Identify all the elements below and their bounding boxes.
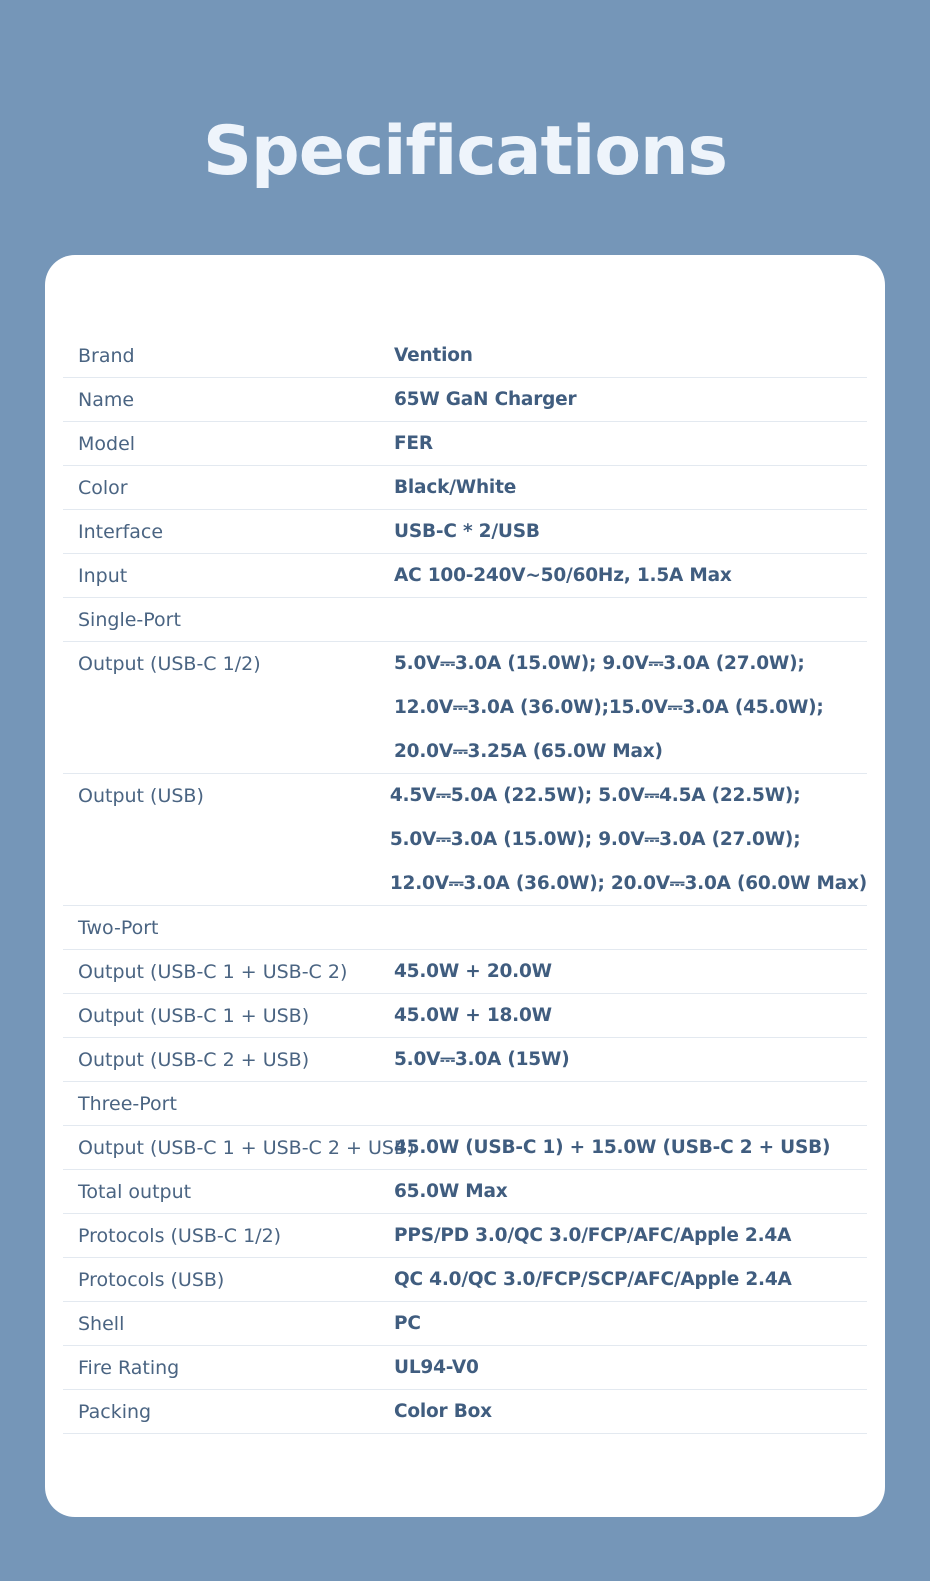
spec-value: Vention <box>394 345 473 366</box>
spec-label: Single-Port <box>78 609 181 631</box>
spec-row <box>63 422 867 466</box>
spec-label: Name <box>78 389 135 411</box>
spec-value: PPS/PD 3.0/QC 3.0/FCP/AFC/Apple 2.4A <box>394 1225 792 1246</box>
spec-value: 12.0V⎓3.0A (36.0W);15.0V⎓3.0A (45.0W); <box>394 697 824 718</box>
spec-values <box>394 1038 867 1081</box>
spec-label: Brand <box>78 345 135 367</box>
spec-row <box>63 1170 867 1214</box>
spec-values <box>394 1082 867 1125</box>
spec-row <box>63 1038 867 1082</box>
spec-value: 45.0W + 20.0W <box>394 961 552 982</box>
spec-row <box>63 1302 867 1346</box>
spec-values <box>390 774 867 905</box>
spec-label: Two-Port <box>78 917 159 939</box>
spec-value: 5.0V⎓3.0A (15.0W); 9.0V⎓3.0A (27.0W); <box>389 829 801 850</box>
spec-label: Protocols (USB-C 1/2) <box>78 1225 282 1247</box>
spec-values <box>394 378 867 421</box>
spec-row <box>63 1214 867 1258</box>
specifications-table <box>63 334 867 1434</box>
spec-row <box>63 1258 867 1302</box>
spec-value: QC 4.0/QC 3.0/FCP/SCP/AFC/Apple 2.4A <box>394 1269 792 1290</box>
spec-values <box>394 950 867 993</box>
spec-row <box>63 950 867 994</box>
spec-label: Model <box>78 433 136 455</box>
spec-values <box>394 642 867 773</box>
spec-label: Total output <box>78 1181 192 1203</box>
spec-values <box>394 334 867 377</box>
spec-value: 5.0V⎓3.0A (15W) <box>394 1049 570 1070</box>
spec-values <box>394 1214 867 1257</box>
spec-label: Output (USB-C 1 + USB-C 2) <box>78 961 348 983</box>
spec-values <box>394 906 867 949</box>
spec-values <box>394 466 867 509</box>
spec-row <box>63 378 867 422</box>
spec-value: 4.5V⎓5.0A (22.5W); 5.0V⎓4.5A (22.5W); <box>389 785 801 806</box>
spec-value: 65.0W Max <box>394 1181 508 1202</box>
spec-value: 45.0W (USB-C 1) + 15.0W (USB-C 2 + USB) <box>394 1137 831 1158</box>
spec-values <box>394 554 867 597</box>
spec-row <box>63 510 867 554</box>
spec-row <box>63 1126 867 1170</box>
spec-row <box>63 1082 867 1126</box>
spec-label: Output (USB-C 1/2) <box>78 653 261 675</box>
spec-label: Interface <box>78 521 164 543</box>
spec-values <box>394 1170 867 1213</box>
spec-row <box>63 334 867 378</box>
spec-row <box>63 774 867 906</box>
spec-value: 5.0V⎓3.0A (15.0W); 9.0V⎓3.0A (27.0W); <box>394 653 805 674</box>
spec-value: AC 100-240V~50/60Hz, 1.5A Max <box>394 565 732 586</box>
spec-value: FER <box>394 433 433 454</box>
spec-values <box>394 1302 867 1345</box>
spec-value: Color Box <box>394 1401 492 1422</box>
spec-label: Output (USB-C 2 + USB) <box>78 1049 310 1071</box>
page-title: Specifications <box>203 112 727 191</box>
spec-values <box>394 1390 867 1433</box>
spec-row <box>63 642 867 774</box>
spec-label: Fire Rating <box>78 1357 180 1379</box>
spec-label: Output (USB-C 1 + USB-C 2 + USB) <box>78 1137 415 1159</box>
spec-label: Packing <box>78 1401 152 1423</box>
spec-label: Output (USB) <box>78 785 204 807</box>
spec-value: USB-C * 2/USB <box>394 521 540 542</box>
spec-values <box>394 994 867 1037</box>
spec-row <box>63 1346 867 1390</box>
spec-value: PC <box>394 1313 421 1334</box>
spec-row <box>63 1390 867 1434</box>
spec-value: 45.0W + 18.0W <box>394 1005 552 1026</box>
spec-values <box>394 1126 867 1169</box>
spec-value: 65W GaN Charger <box>394 389 577 410</box>
spec-values <box>394 1346 867 1389</box>
specifications-card <box>45 255 885 1517</box>
spec-values <box>394 510 867 553</box>
spec-row <box>63 466 867 510</box>
spec-row <box>63 906 867 950</box>
spec-label: Shell <box>78 1313 125 1335</box>
spec-values <box>394 1258 867 1301</box>
spec-label: Three-Port <box>78 1093 177 1115</box>
spec-row <box>63 554 867 598</box>
spec-label: Output (USB-C 1 + USB) <box>78 1005 310 1027</box>
spec-values <box>394 422 867 465</box>
spec-values <box>394 598 867 641</box>
spec-label: Input <box>78 565 128 587</box>
spec-row <box>63 598 867 642</box>
spec-value: Black/White <box>394 477 517 498</box>
spec-value: 20.0V⎓3.25A (65.0W Max) <box>394 741 663 762</box>
spec-value: UL94-V0 <box>394 1357 479 1378</box>
spec-row <box>63 994 867 1038</box>
spec-label: Color <box>78 477 128 499</box>
spec-label: Protocols (USB) <box>78 1269 225 1291</box>
spec-value: 12.0V⎓3.0A (36.0W); 20.0V⎓3.0A (60.0W Max) <box>389 873 867 894</box>
